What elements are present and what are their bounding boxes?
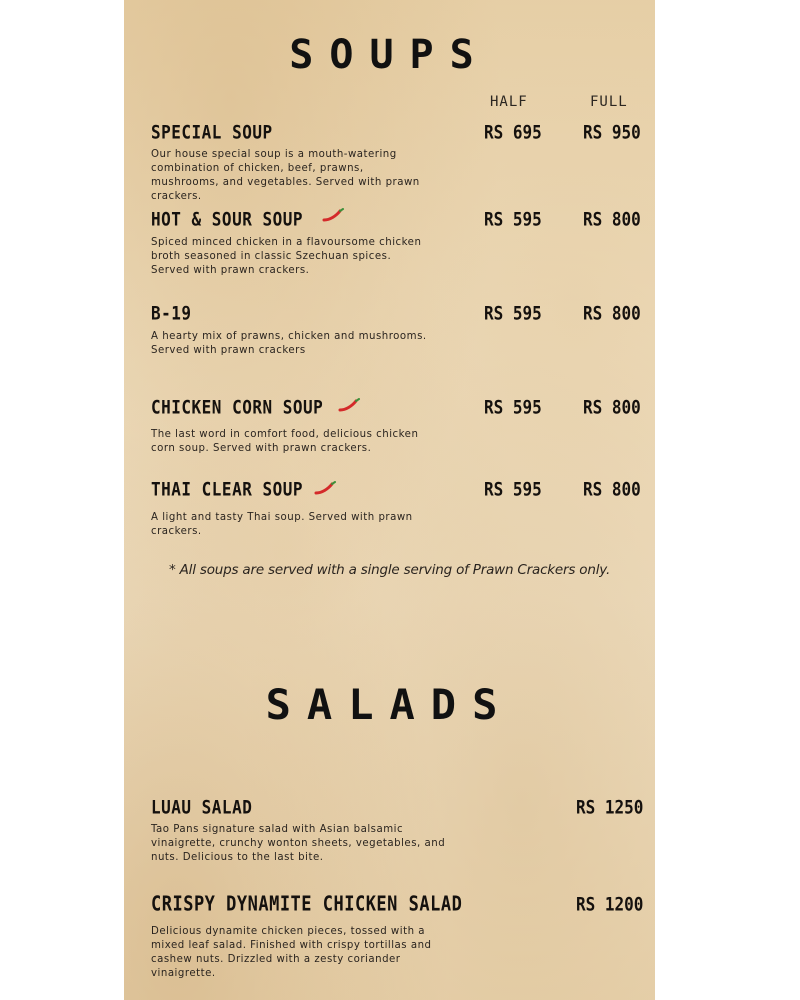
full-price: RS 800 — [583, 396, 641, 419]
half-price: RS 595 — [484, 478, 542, 501]
salads-title: SALADS — [265, 680, 514, 729]
item-description: Our house special soup is a mouth-watering combination of chicken, beef, prawns, mushrooms, and vegetables. Served with prawn crackers. — [151, 149, 420, 202]
half-price: RS 595 — [484, 302, 542, 325]
half-column-header: HALF — [490, 94, 528, 110]
full-price: RS 800 — [583, 478, 641, 501]
item-description: The last word in comfort food, delicious chicken corn soup. Served with prawn crackers. — [151, 429, 419, 454]
item-name: SPECIAL SOUP — [151, 121, 273, 144]
item-name: HOT & SOUR SOUP — [151, 208, 303, 231]
price: RS 1250 — [576, 796, 644, 819]
half-price: RS 695 — [484, 121, 542, 144]
chili-pepper-icon — [322, 208, 346, 222]
item-name: CRISPY DYNAMITE CHICKEN SALAD — [151, 893, 463, 917]
item-name: B-19 — [151, 302, 192, 325]
item-name: CHICKEN CORN SOUP — [151, 396, 324, 419]
item-description: A light and tasty Thai soup. Served with prawn crackers. — [151, 512, 413, 537]
item-name: LUAU SALAD — [151, 796, 253, 819]
item-description: Tao Pans signature salad with Asian balsamic vinaigrette, crunchy wonton sheets, vegetables, and nuts. Delicious to the last bite. — [151, 824, 446, 863]
soups-footnote: * All soups are served with a single serving of Prawn Crackers only. — [169, 562, 611, 578]
soups-title: SOUPS — [289, 32, 490, 78]
price: RS 1200 — [576, 893, 644, 916]
half-price: RS 595 — [484, 396, 542, 419]
item-description: A hearty mix of prawns, chicken and mushrooms. Served with prawn crackers — [151, 331, 427, 356]
half-price: RS 595 — [484, 208, 542, 231]
item-description: Delicious dynamite chicken pieces, tossed with a mixed leaf salad. Finished with crispy tortillas and cashew nuts. Drizzled with a zesty coriander vinaigrette. — [151, 926, 432, 979]
full-price: RS 800 — [583, 208, 641, 231]
full-column-header: FULL — [590, 94, 628, 110]
item-name: THAI CLEAR SOUP — [151, 478, 303, 501]
chili-pepper-icon — [314, 481, 338, 495]
menu-page — [124, 0, 655, 1000]
full-price: RS 950 — [583, 121, 641, 144]
chili-pepper-icon — [338, 398, 362, 412]
full-price: RS 800 — [583, 302, 641, 325]
item-description: Spiced minced chicken in a flavoursome chicken broth seasoned in classic Szechuan spices. Served with prawn crackers. — [151, 237, 422, 276]
